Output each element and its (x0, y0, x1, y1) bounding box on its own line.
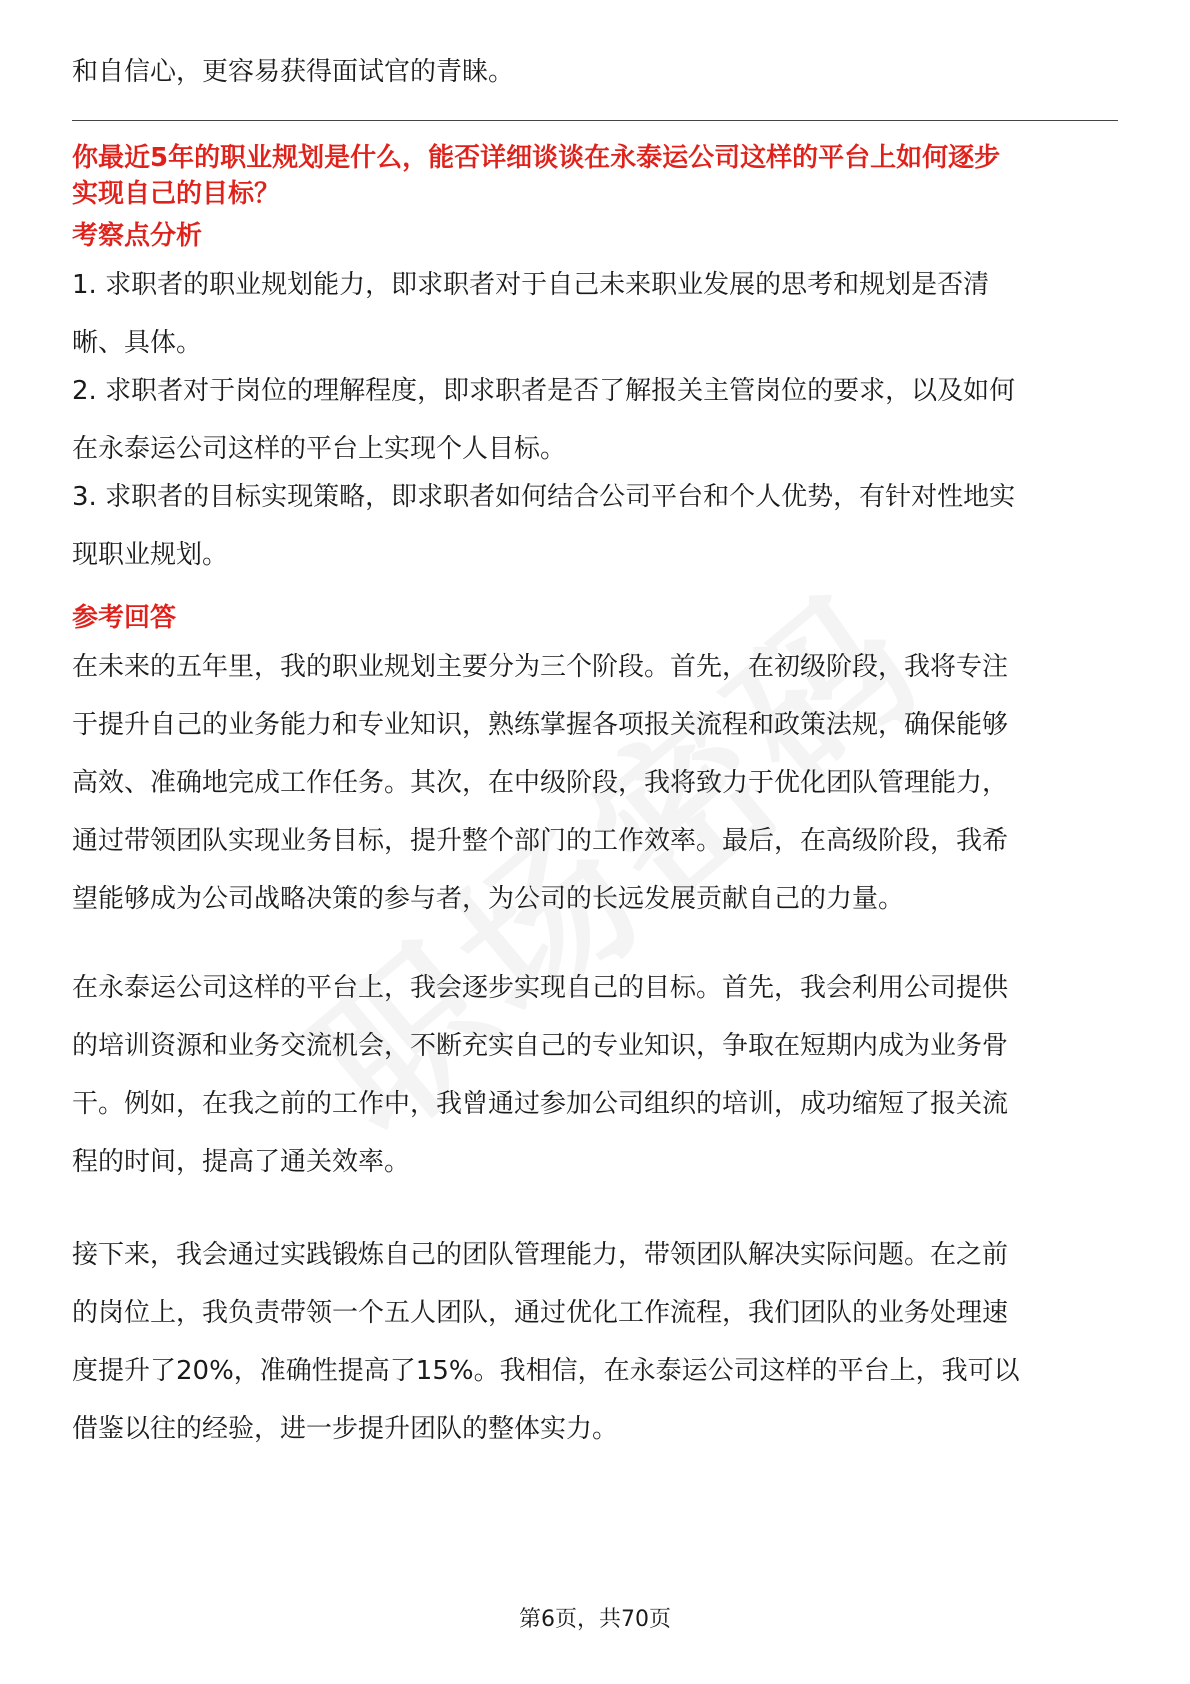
analysis-point-1: 1. 求职者的职业规划能力，即求职者对于自己未来职业发展的思考和规划是否清 晰、具体。 (72, 270, 990, 358)
answer-paragraph-3: 接下来，我会通过实践锻炼自己的团队管理能力，带领团队解决实际问题。在之前 的岗位上，我负责带领一个五人团队，通过优化工作流程，我们团队的业务处理速 度提升了20%，准确性提高了15%。我相信，在永泰运公司这样的平台上，我可以 借鉴以往的经验，进一步提升团队的整体实力。 (72, 1240, 1020, 1444)
question-title: 你最近5年的职业规划是什么，能否详细谈谈在永泰运公司这样的平台上如何逐步 实现自己的目标？ (72, 143, 1001, 209)
section-divider (72, 120, 1118, 121)
analysis-point-3: 3. 求职者的目标实现策略，即求职者如何结合公司平台和个人优势，有针对性地实 现职业规划。 (72, 482, 1016, 570)
page-number: 第6页，共70页 (519, 1607, 671, 1632)
carry-over-text: 和自信心，更容易获得面试官的青睐。 (72, 57, 515, 87)
answer-heading: 参考回答 (72, 603, 177, 633)
answer-paragraph-1: 在未来的五年里，我的职业规划主要分为三个阶段。首先，在初级阶段，我将专注 于提升自己的业务能力和专业知识，熟练掌握各项报关流程和政策法规，确保能够 高效、准确地完成工作任务。其次，在中级阶段，我将致力于优化团队管理能力， 通过带领团队实现业务目标，提升整个部门的工作效率。最后，在高级阶段，我希 望能够成为公司战略决策的参与者，为公司的长远发展贡献自己的力量。 (72, 652, 1009, 914)
analysis-point-2: 2. 求职者对于岗位的理解程度，即求职者是否了解报关主管岗位的要求，以及如何 在永泰运公司这样的平台上实现个人目标。 (72, 376, 1016, 464)
answer-paragraph-2: 在永泰运公司这样的平台上，我会逐步实现自己的目标。首先，我会利用公司提供 的培训资源和业务交流机会，不断充实自己的专业知识，争取在短期内成为业务骨 干。例如，在我之前的工作中，我曾通过参加公司组织的培训，成功缩短了报关流 程的时间，提高了通关效率。 (72, 973, 1009, 1177)
analysis-heading: 考察点分析 (72, 221, 203, 251)
